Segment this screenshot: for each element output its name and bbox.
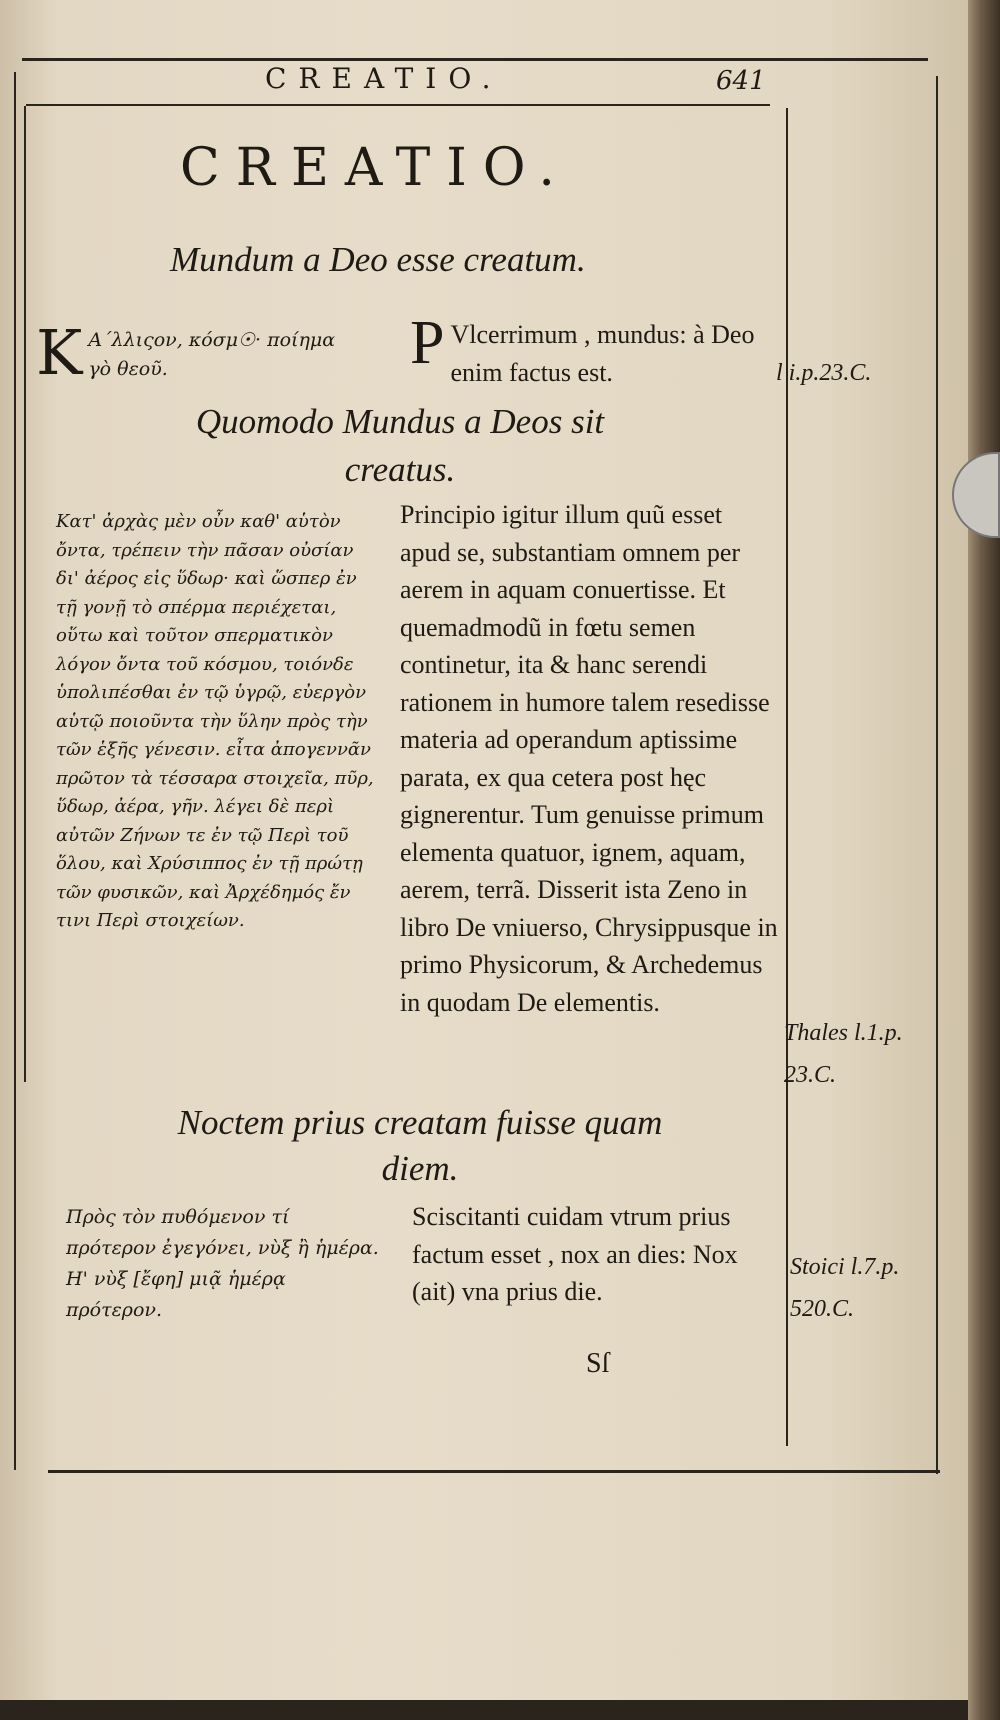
frame-right [936, 76, 938, 1474]
section-heading-1: Mundum a Deo esse creatum. [170, 240, 586, 279]
running-head: CREATIO. [265, 62, 503, 95]
page-title: CREATIO. [180, 138, 571, 198]
latin-text-2: Principio igitur illum quũ esset apud se, substantiam omnem per aerem in aquam conuertisse. Et quemadmodũ in fœtu semen continetur, ita & hanc serendi rationem in humore talem resedisse materia ad operandum aptissime parata, ex qua cetera post hęc gignerentur. Tum genuisse primum elementa quatuor, ignem, aquam, aerem, terrã. Disserit ista Zeno in libro De vniuerso, Chrysippusque in primo Physicorum, & Archedemus in quodam De elementis. [400, 500, 778, 1017]
frame-left [14, 72, 16, 1470]
latin-text-3: Sciscitanti cuidam vtrum prius factum esset , nox an dies: Nox (ait) vna prius die. [412, 1202, 738, 1306]
bottom-rule [48, 1470, 940, 1473]
catchword: Sſ [586, 1348, 610, 1379]
header-rule [26, 104, 770, 106]
margin-note-2: Thales l.1.p. 23.C. [784, 1020, 903, 1088]
text-box-left-rule [24, 106, 26, 1082]
greek-text-3: Πρὸς τὸν πυθόμενον τί πρότερον ἐγεγόνει, νὺξ ἢ ἡμέρα. Η' νὺξ [ἔφη] μιᾷ ἡμέρᾳ πρότερον. [66, 1206, 379, 1321]
latin-text-1: P Vlcerrimum , mundus: à Deo enim factus est. [410, 309, 755, 387]
section-heading-3: Noctem prius creatam fuisse quam diem. [177, 1103, 663, 1188]
greek-text-1: K Α´λλιςον, κόσμ☉· ποίημα γὸ θεοῦ. [36, 316, 336, 389]
latin-dropcap: P [410, 309, 445, 377]
margin-column-rule [786, 108, 788, 1446]
margin-note-1: l i.p.23.C. [776, 360, 872, 386]
section-heading-2: Quomodo Mundus a Deos sit creatus. [195, 402, 605, 489]
top-rule [22, 58, 928, 61]
greek-dropcap: K [36, 316, 83, 389]
greek-text-2: Κατ' ἀρχὰς μὲν οὖν καθ' αὑτὸν ὄντα, τρέπειν τὴν πᾶσαν οὐσίαν δι' ἀέρος εἰς ὕδωρ· καὶ ὥσπερ ἐν τῇ γονῇ τὸ σπέρμα περιέχεται, οὕτω καὶ τοῦτον σπερματικὸν λόγον ὄντα τοῦ κόσμου, τοιόνδε ὑπολιπέσθαι ἐν τῷ ὑγρῷ, εὐεργὸν αὑτῷ ποιοῦντα τὴν ὕλην πρὸς τὴν τῶν ἑξῆς γένεσιν. εἶτα ἀπογεννᾶν πρῶτον τὰ τέσσαρα στοιχεῖα, πῦρ, ὕδωρ, ἀέρα, γῆν. λέγει δὲ περὶ αὐτῶν Ζήνων τε ἐν τῷ Περὶ τοῦ ὅλου, καὶ Χρύσιππος ἐν τῇ πρώτῃ τῶν φυσικῶν, καὶ Ἀρχέδημός ἔν τινι Περὶ στοιχείων. [56, 511, 374, 931]
margin-note-3: Stoici l.7.p. 520.C. [790, 1254, 900, 1322]
page-number: 641 [716, 66, 766, 96]
book-edge [968, 0, 1000, 1720]
